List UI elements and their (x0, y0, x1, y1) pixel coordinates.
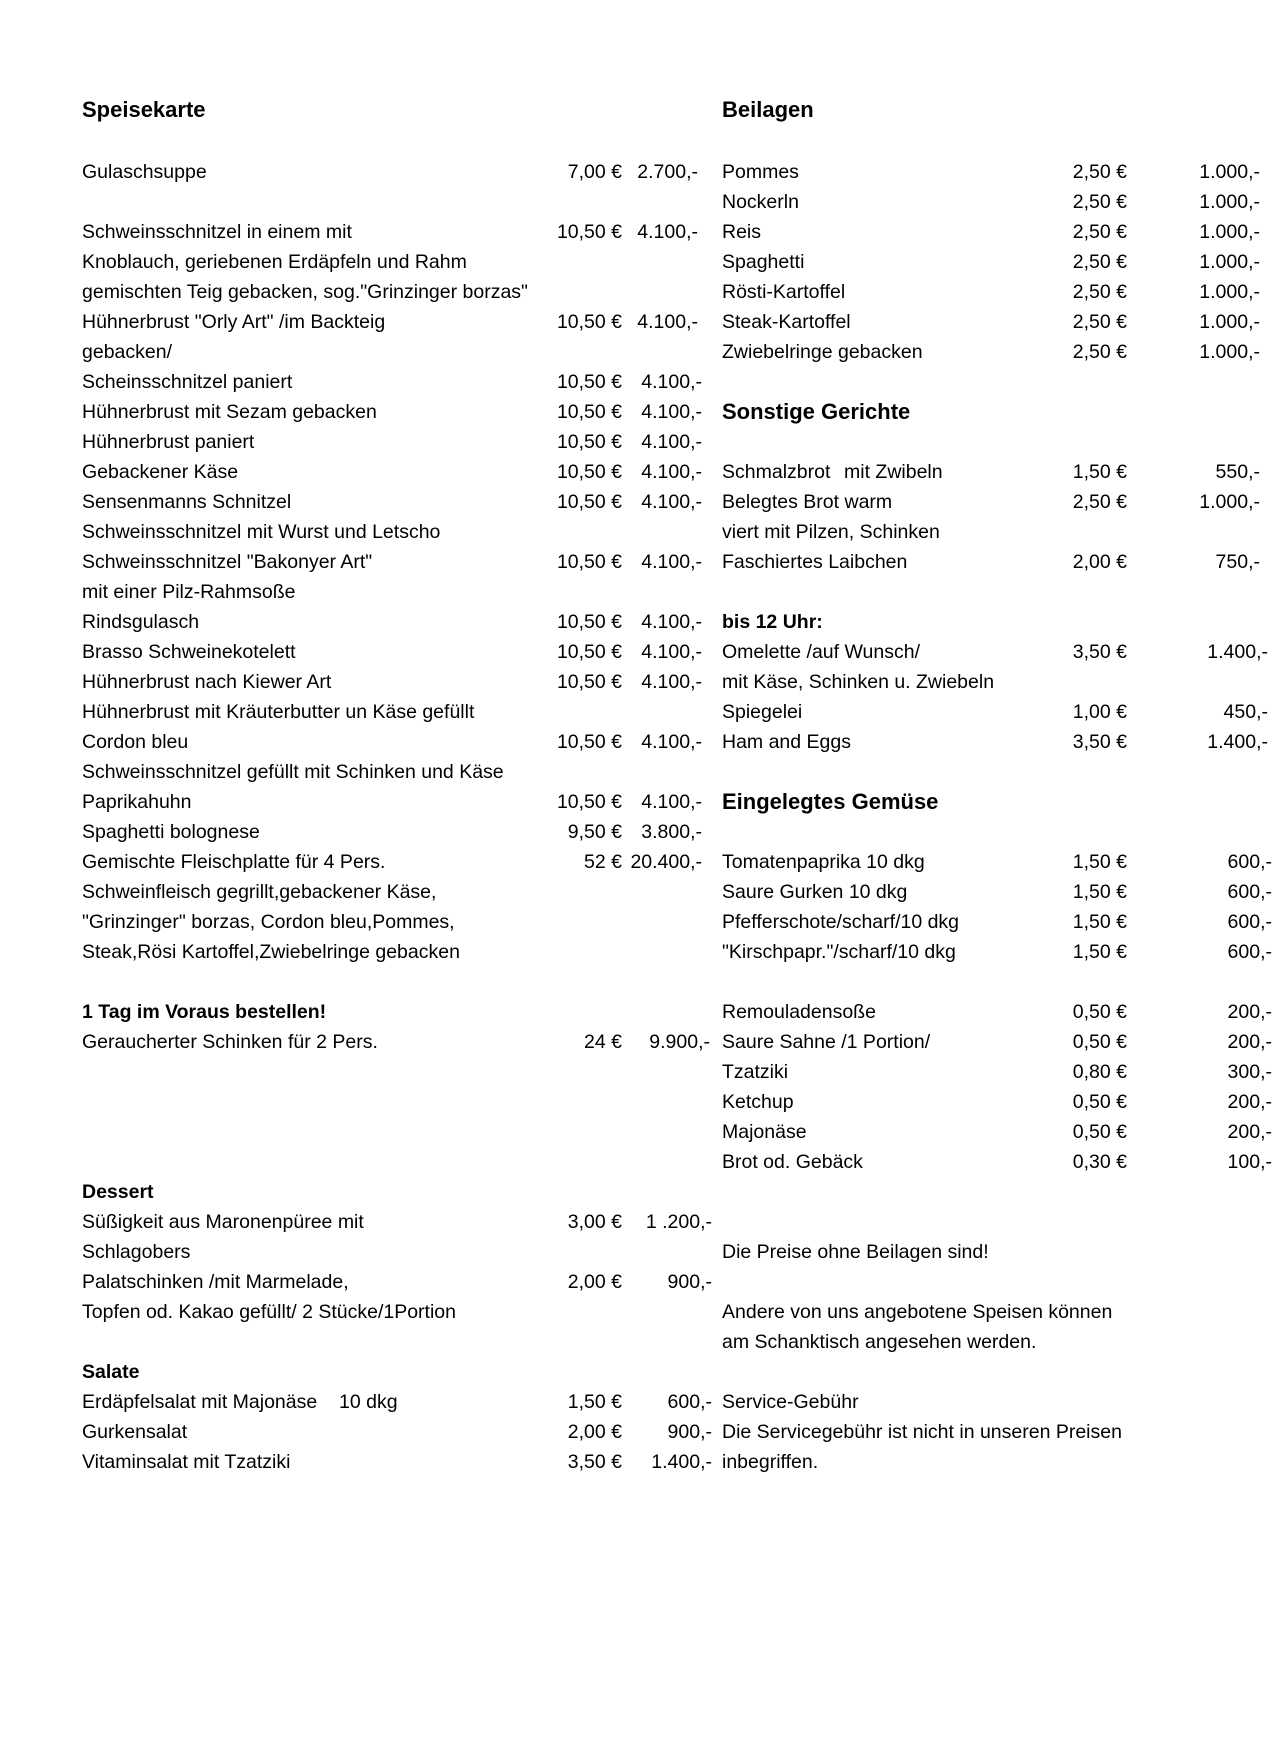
menu-item-name: Erdäpfelsalat mit Majonäse (82, 1391, 318, 1413)
menu-item-name: Hühnerbrust paniert (82, 431, 255, 453)
price-forint: 1.400,- (1207, 641, 1268, 663)
price-euro: 10,50 € (556, 491, 622, 513)
price-forint: 550,- (1215, 461, 1260, 483)
price-forint: 450,- (1223, 701, 1268, 723)
price-forint: 600,- (1227, 851, 1272, 873)
price-euro: 10,50 € (556, 431, 622, 453)
menu-item-name: Dessert (82, 1181, 154, 1203)
price-euro: 0,50 € (1072, 1031, 1127, 1053)
price-forint: 1 .200,- (645, 1211, 712, 1233)
menu-item-name: Hühnerbrust mit Sezam gebacken (82, 401, 377, 423)
price-forint: 4.100,- (641, 611, 702, 633)
menu-item-name: Scheinsschnitzel paniert (82, 371, 293, 393)
price-euro: 52 € (584, 851, 622, 873)
price-forint: 1.400,- (1207, 731, 1268, 753)
menu-item-name: Service-Gebühr (722, 1391, 859, 1413)
menu-item-name: Rindsgulasch (82, 611, 200, 633)
price-forint: 2.700,- (637, 161, 698, 183)
menu-item-name: Schweinsschnitzel in einem mit (82, 221, 352, 243)
price-forint: 1.000,- (1199, 161, 1260, 183)
menu-item-name: gemischten Teig gebacken, sog."Grinzinger borzas" (82, 281, 528, 303)
menu-item-name: Salate (82, 1361, 140, 1383)
menu-item-name: Hühnerbrust mit Kräuterbutter un Käse gefüllt (82, 701, 475, 723)
price-forint: 750,- (1215, 551, 1260, 573)
price-euro: 9,50 € (567, 821, 622, 843)
menu-item-name: Saure Gurken 10 dkg (722, 881, 908, 903)
price-forint: 600,- (667, 1391, 712, 1413)
menu-item-name: Eingelegtes Gemüse (722, 789, 939, 814)
menu-item-name: mit Käse, Schinken u. Zwiebeln (722, 671, 995, 693)
price-euro: 10,50 € (556, 551, 622, 573)
menu-item-name: am Schanktisch angesehen werden. (722, 1331, 1037, 1353)
menu-item-name: Hühnerbrust nach Kiewer Art (82, 671, 332, 693)
menu-item-name: bis 12 Uhr: (722, 611, 823, 633)
menu-item-name: Spiegelei (722, 701, 803, 723)
price-euro: 1,50 € (567, 1391, 622, 1413)
price-euro: 10,50 € (556, 371, 622, 393)
menu-item-name: Zwiebelringe gebacken (722, 341, 923, 363)
price-forint: 200,- (1227, 1001, 1272, 1023)
price-euro: 10,50 € (556, 791, 622, 813)
price-euro: 10,50 € (556, 731, 622, 753)
price-euro: 3,50 € (1072, 641, 1127, 663)
menu-item-name: Gemischte Fleischplatte für 4 Pers. (82, 851, 386, 873)
price-forint: 4.100,- (641, 491, 702, 513)
price-euro: 3,00 € (567, 1211, 622, 1233)
menu-item-name: Tzatziki (722, 1061, 789, 1083)
menu-item-name: Faschiertes Laibchen (722, 551, 908, 573)
menu-item-name: inbegriffen. (722, 1451, 819, 1473)
menu-item-name: Topfen od. Kakao gefüllt/ 2 Stücke/1Portion (82, 1301, 456, 1323)
price-forint: 900,- (667, 1421, 712, 1443)
price-euro: 10,50 € (556, 311, 622, 333)
menu-item-name: Cordon bleu (82, 731, 189, 753)
menu-item-name: Tomatenpaprika 10 dkg (722, 851, 925, 873)
menu-item-name: Ham and Eggs (722, 731, 851, 753)
menu-item-name: Steak-Kartoffel (722, 311, 851, 333)
menu-item-name: Die Preise ohne Beilagen sind! (722, 1241, 989, 1263)
price-forint: 1.000,- (1199, 281, 1260, 303)
price-euro: 2,50 € (1072, 311, 1127, 333)
price-forint: 4.100,- (641, 641, 702, 663)
price-forint: 3.800,- (641, 821, 702, 843)
price-euro: 2,50 € (1072, 281, 1127, 303)
menu-item-name: Beilagen (722, 97, 814, 122)
menu-item-name: Reis (722, 221, 762, 243)
menu-item-note: 10 dkg (339, 1391, 398, 1413)
menu-item-name: Paprikahuhn (82, 791, 192, 813)
price-euro: 10,50 € (556, 401, 622, 423)
price-forint: 600,- (1227, 881, 1272, 903)
price-euro: 24 € (584, 1031, 622, 1053)
menu-item-name: Speisekarte (82, 97, 206, 122)
price-euro: 2,50 € (1072, 251, 1127, 273)
price-euro: 1,50 € (1072, 881, 1127, 903)
menu-item-name: viert mit Pilzen, Schinken (722, 521, 940, 543)
menu-item-name: Spaghetti bolognese (82, 821, 260, 843)
menu-item-name: Die Servicegebühr ist nicht in unseren Preisen (722, 1421, 1122, 1443)
price-forint: 600,- (1227, 911, 1272, 933)
menu-item-name: "Kirschpapr."/scharf/10 dkg (722, 941, 956, 963)
price-euro: 2,00 € (567, 1421, 622, 1443)
price-euro: 0,30 € (1072, 1151, 1127, 1173)
price-forint: 1.000,- (1199, 221, 1260, 243)
price-forint: 300,- (1227, 1061, 1272, 1083)
price-euro: 0,50 € (1072, 1091, 1127, 1113)
price-forint: 1.000,- (1199, 191, 1260, 213)
price-forint: 4.100,- (641, 401, 702, 423)
price-euro: 1,50 € (1072, 941, 1127, 963)
price-forint: 4.100,- (641, 461, 702, 483)
menu-item-name: Vitaminsalat mit Tzatziki (82, 1451, 291, 1473)
menu-item-name: Süßigkeit aus Maronenpüree mit (82, 1211, 364, 1233)
price-euro: 10,50 € (556, 611, 622, 633)
price-euro: 2,50 € (1072, 191, 1127, 213)
menu-item-name: Ketchup (722, 1091, 794, 1113)
price-forint: 200,- (1227, 1091, 1272, 1113)
price-euro: 1,00 € (1072, 701, 1127, 723)
menu-item-name: Geraucherter Schinken für 2 Pers. (82, 1031, 378, 1053)
price-forint: 200,- (1227, 1121, 1272, 1143)
menu-item-name: 1 Tag im Voraus bestellen! (82, 1001, 327, 1023)
menu-item-name: Schmalzbrot (722, 461, 831, 483)
menu-item-name: Rösti-Kartoffel (722, 281, 846, 303)
price-forint: 200,- (1227, 1031, 1272, 1053)
menu-item-name: Pfefferschote/scharf/10 dkg (722, 911, 960, 933)
menu-item-name: mit einer Pilz-Rahmsoße (82, 581, 296, 603)
menu-item-name: Majonäse (722, 1121, 807, 1143)
price-forint: 1.000,- (1199, 311, 1260, 333)
menu-item-name: Nockerln (722, 191, 799, 213)
menu-item-name: Belegtes Brot warm (722, 491, 893, 513)
price-euro: 1,50 € (1072, 851, 1127, 873)
price-forint: 20.400,- (630, 851, 702, 873)
menu-item-name: Schlagobers (82, 1241, 191, 1263)
menu-item-name: "Grinzinger" borzas, Cordon bleu,Pommes, (82, 911, 455, 933)
menu-item-name: Gurkensalat (82, 1421, 188, 1443)
price-euro: 2,50 € (1072, 491, 1127, 513)
price-euro: 10,50 € (556, 671, 622, 693)
menu-item-name: Omelette /auf Wunsch/ (722, 641, 920, 663)
price-euro: 10,50 € (556, 641, 622, 663)
price-euro: 2,50 € (1072, 221, 1127, 243)
price-euro: 0,50 € (1072, 1121, 1127, 1143)
price-forint: 1.000,- (1199, 341, 1260, 363)
price-forint: 900,- (667, 1271, 712, 1293)
menu-item-name: Pommes (722, 161, 799, 183)
menu-item-name: Brot od. Gebäck (722, 1151, 863, 1173)
price-forint: 4.100,- (641, 431, 702, 453)
price-euro: 10,50 € (556, 461, 622, 483)
menu-item-name: Hühnerbrust "Orly Art" /im Backteig (82, 311, 386, 333)
menu-item-name: gebacken/ (82, 341, 172, 363)
menu-item-name: Remouladensoße (722, 1001, 876, 1023)
menu-item-name: Sonstige Gerichte (722, 399, 911, 424)
price-euro: 1,50 € (1072, 911, 1127, 933)
price-euro: 2,00 € (567, 1271, 622, 1293)
price-euro: 10,50 € (556, 221, 622, 243)
price-forint: 4.100,- (641, 731, 702, 753)
menu-item-name: Sensenmanns Schnitzel (82, 491, 292, 513)
menu-item-name: Andere von uns angebotene Speisen können (722, 1301, 1113, 1323)
price-forint: 1.000,- (1199, 491, 1260, 513)
menu-item-name: Schweinfleisch gegrillt,gebackener Käse, (82, 881, 437, 903)
menu-item-name: Gulaschsuppe (82, 161, 207, 183)
price-euro: 2,50 € (1072, 161, 1127, 183)
menu-item-name: Schweinsschnitzel mit Wurst und Letscho (82, 521, 441, 543)
menu-item-name: Schweinsschnitzel "Bakonyer Art" (82, 551, 373, 573)
menu-item-name: Gebackener Käse (82, 461, 239, 483)
menu-item-note: mit Zwibeln (844, 461, 943, 483)
price-euro: 2,50 € (1072, 341, 1127, 363)
menu-item-name: Knoblauch, geriebenen Erdäpfeln und Rahm (82, 251, 467, 273)
menu-item-name: Steak,Rösi Kartoffel,Zwiebelringe gebacken (82, 941, 460, 963)
price-forint: 4.100,- (637, 311, 698, 333)
menu-item-name: Schweinsschnitzel gefüllt mit Schinken und Käse (82, 761, 504, 783)
price-forint: 9.900,- (649, 1031, 710, 1053)
price-forint: 4.100,- (641, 791, 702, 813)
price-euro: 7,00 € (567, 161, 622, 183)
menu-item-name: Brasso Schweinekotelett (82, 641, 296, 663)
price-forint: 4.100,- (641, 371, 702, 393)
price-forint: 4.100,- (641, 551, 702, 573)
price-euro: 3,50 € (567, 1451, 622, 1473)
menu-item-name: Saure Sahne /1 Portion/ (722, 1031, 931, 1053)
price-euro: 0,80 € (1072, 1061, 1127, 1083)
price-euro: 2,00 € (1072, 551, 1127, 573)
price-forint: 100,- (1227, 1151, 1272, 1173)
menu-item-name: Palatschinken /mit Marmelade, (82, 1271, 349, 1293)
price-forint: 1.400,- (651, 1451, 712, 1473)
price-euro: 3,50 € (1072, 731, 1127, 753)
price-forint: 600,- (1227, 941, 1272, 963)
price-forint: 1.000,- (1199, 251, 1260, 273)
menu-item-name: Spaghetti (722, 251, 805, 273)
price-euro: 1,50 € (1072, 461, 1127, 483)
price-forint: 4.100,- (641, 671, 702, 693)
price-forint: 4.100,- (637, 221, 698, 243)
price-euro: 0,50 € (1072, 1001, 1127, 1023)
